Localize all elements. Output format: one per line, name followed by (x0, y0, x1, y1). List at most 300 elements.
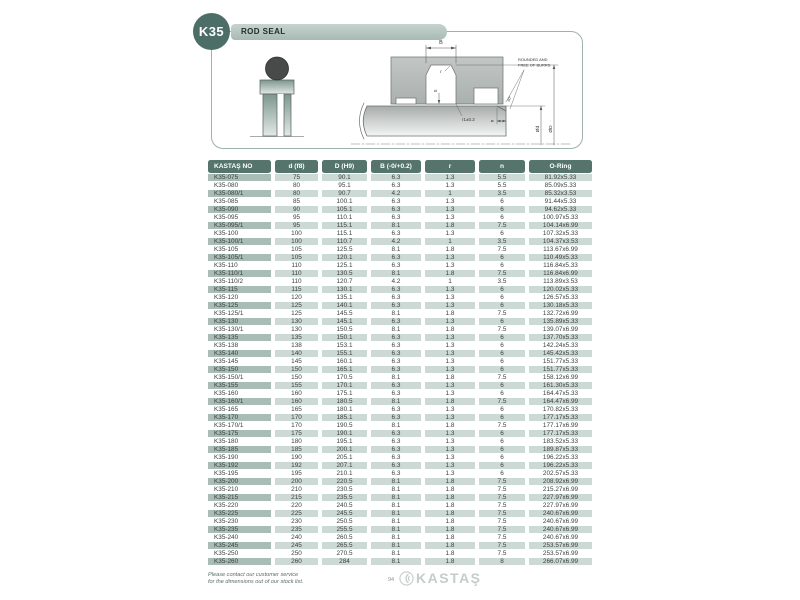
table-row (208, 398, 592, 406)
table-cell: 115 (275, 286, 318, 294)
table-cell: 266.07x6.99 (529, 558, 592, 566)
table-cell: 196.22x5.33 (529, 454, 592, 462)
r-radius-label: r (440, 69, 442, 74)
table-row (208, 310, 592, 318)
table-cell: 6.3 (371, 454, 421, 462)
header-cell: d (f8) (275, 160, 318, 173)
table-row (208, 558, 592, 566)
table-cell: 120.1 (322, 254, 367, 262)
table-cell: 185 (275, 446, 318, 454)
seal-flange (260, 80, 294, 94)
technical-drawing (212, 32, 582, 148)
table-cell: 1.8 (425, 542, 475, 550)
table-cell: K35-225 (208, 510, 271, 518)
table-cell: 8.1 (371, 310, 421, 318)
table-cell: 8.1 (371, 550, 421, 558)
table-cell: 6.3 (371, 206, 421, 214)
table-cell: 3.5 (479, 190, 525, 198)
table-cell: 8.1 (371, 374, 421, 382)
table-cell: 180 (275, 438, 318, 446)
table-cell: 210.1 (322, 470, 367, 478)
table-cell: 130.18x5.33 (529, 302, 592, 310)
table-cell: 245 (275, 542, 318, 550)
table-cell: 6 (479, 342, 525, 350)
table-cell: 1.8 (425, 502, 475, 510)
table-cell: 1.8 (425, 326, 475, 334)
table-cell: 7.5 (479, 398, 525, 406)
table-cell: 1.3 (425, 302, 475, 310)
table-cell: 7.5 (479, 486, 525, 494)
table-cell: 6.3 (371, 286, 421, 294)
table-cell: 6 (479, 286, 525, 294)
table-row (208, 550, 592, 558)
r1-radius-label: r1±0.2 (462, 117, 475, 122)
table-cell: K35-220 (208, 502, 271, 510)
rod-diameter-label: Ød (536, 125, 541, 133)
table-cell: 1 (425, 190, 475, 198)
table-cell: 6.3 (371, 350, 421, 358)
header-cell: D (H9) (322, 160, 367, 173)
table-cell: 1.8 (425, 270, 475, 278)
table-cell: K35-185 (208, 446, 271, 454)
table-cell: 6 (479, 206, 525, 214)
table-cell: 1.8 (425, 518, 475, 526)
table-cell: 110 (275, 270, 318, 278)
kastas-logo-icon (399, 571, 414, 586)
table-cell: 138 (275, 342, 318, 350)
table-row (208, 390, 592, 398)
table-cell: 1.8 (425, 558, 475, 566)
table-cell: 175.1 (322, 390, 367, 398)
table-row (208, 222, 592, 230)
table-row (208, 542, 592, 550)
table-row (208, 318, 592, 326)
table-cell: 110 (275, 278, 318, 286)
table-row (208, 342, 592, 350)
table-cell: 81.92x5.33 (529, 174, 592, 182)
table-cell: K35-115 (208, 286, 271, 294)
table-cell: 85 (275, 198, 318, 206)
table-cell: 6 (479, 390, 525, 398)
table-cell: 1.3 (425, 470, 475, 478)
table-cell: 250.5 (322, 518, 367, 526)
table-row (208, 406, 592, 414)
table-cell: 6 (479, 462, 525, 470)
table-cell: 260 (275, 558, 318, 566)
table-cell: K35-075 (208, 174, 271, 182)
table-cell: 8.1 (371, 270, 421, 278)
table-cell: 7.5 (479, 502, 525, 510)
header-cell: n (479, 160, 525, 173)
table-cell: 227.97x6.99 (529, 494, 592, 502)
table-cell: 7.5 (479, 310, 525, 318)
burrs-note-line2: FREE OF BURRS (518, 62, 551, 68)
table-cell: K35-200 (208, 478, 271, 486)
table-cell: 253.57x6.99 (529, 542, 592, 550)
table-cell: 150.5 (322, 326, 367, 334)
table-cell: 6.3 (371, 382, 421, 390)
header-cell: KASTAŞ NO (208, 160, 271, 173)
table-cell: 8 (479, 558, 525, 566)
table-cell: 1 (425, 238, 475, 246)
table-cell: 195.1 (322, 438, 367, 446)
table-cell: 6.3 (371, 174, 421, 182)
table-cell: 8.1 (371, 494, 421, 502)
table-cell: K35-145 (208, 358, 271, 366)
table-cell: 125.1 (322, 262, 367, 270)
table-cell: 8.1 (371, 558, 421, 566)
table-row (208, 518, 592, 526)
table-cell: 135.89x5.33 (529, 318, 592, 326)
table-cell: 1.3 (425, 366, 475, 374)
table-cell: 94.62x5.33 (529, 206, 592, 214)
table-row (208, 526, 592, 534)
table-cell: 160.1 (322, 358, 367, 366)
table-cell: K35-150 (208, 366, 271, 374)
table-cell: K35-095 (208, 214, 271, 222)
table-cell: 6 (479, 430, 525, 438)
table-cell: K35-105/1 (208, 254, 271, 262)
table-cell: 220 (275, 502, 318, 510)
table-row (208, 502, 592, 510)
table-cell: 8.1 (371, 398, 421, 406)
table-cell: 7.5 (479, 246, 525, 254)
table-cell: 6 (479, 470, 525, 478)
table-cell: 110 (275, 262, 318, 270)
table-cell: 150 (275, 374, 318, 382)
table-cell: 190.5 (322, 422, 367, 430)
table-cell: 6 (479, 406, 525, 414)
table-cell: K35-260 (208, 558, 271, 566)
table-cell: 3.5 (479, 238, 525, 246)
table-cell: 6.3 (371, 182, 421, 190)
table-cell: 90 (275, 206, 318, 214)
table-cell: 1.3 (425, 390, 475, 398)
installation-drawing (351, 40, 570, 145)
table-cell: 240.67x6.99 (529, 510, 592, 518)
table-cell: 80 (275, 190, 318, 198)
table-cell: 95 (275, 222, 318, 230)
table-cell: 190 (275, 454, 318, 462)
table-cell: 7.5 (479, 534, 525, 542)
table-cell: 85.32x3.53 (529, 190, 592, 198)
footer-note-line2: for the dimensions out of our stock list. (208, 579, 304, 585)
table-cell: 137.70x5.33 (529, 334, 592, 342)
table-row (208, 278, 592, 286)
table-cell: 1.3 (425, 262, 475, 270)
table-cell: 100.97x5.33 (529, 214, 592, 222)
table-cell: 107.32x5.33 (529, 230, 592, 238)
table-cell: 6 (479, 318, 525, 326)
table-row (208, 478, 592, 486)
table-cell: 1.8 (425, 398, 475, 406)
table-cell: 6.3 (371, 302, 421, 310)
table-cell: 125.5 (322, 246, 367, 254)
table-cell: 85.09x5.33 (529, 182, 592, 190)
table-cell: 100.1 (322, 198, 367, 206)
table-cell: 6 (479, 366, 525, 374)
table-cell: K35-150/1 (208, 374, 271, 382)
table-cell: 1.3 (425, 454, 475, 462)
table-cell: 145.5 (322, 310, 367, 318)
table-cell: 120 (275, 294, 318, 302)
table-cell: K35-175 (208, 430, 271, 438)
table-cell: 170 (275, 414, 318, 422)
secondary-groove-left (396, 98, 416, 104)
table-cell: 8.1 (371, 542, 421, 550)
table-cell: 180.5 (322, 398, 367, 406)
table-cell: 95.1 (322, 182, 367, 190)
product-code-badge: K35 (193, 13, 230, 50)
table-cell: 177.17x6.99 (529, 422, 592, 430)
table-cell: 151.77x5.33 (529, 366, 592, 374)
table-header (208, 160, 592, 174)
rod (363, 106, 506, 136)
table-cell: 1.8 (425, 510, 475, 518)
table-cell: 6 (479, 438, 525, 446)
table-cell: 4.2 (371, 190, 421, 198)
table-cell: 177.17x5.33 (529, 414, 592, 422)
table-cell: 185.1 (322, 414, 367, 422)
table-cell: K35-100 (208, 230, 271, 238)
table-cell: 196.22x5.33 (529, 462, 592, 470)
table-cell: 155 (275, 382, 318, 390)
table-cell: 200.1 (322, 446, 367, 454)
table-row (208, 470, 592, 478)
table-cell: 6 (479, 198, 525, 206)
table-cell: 1.8 (425, 534, 475, 542)
table-cell: 8.1 (371, 518, 421, 526)
table-row (208, 494, 592, 502)
table-cell: 180.1 (322, 406, 367, 414)
table-cell: 1.3 (425, 214, 475, 222)
table-cell: K35-085 (208, 198, 271, 206)
table-cell: 130 (275, 326, 318, 334)
table-cell: 115.1 (322, 222, 367, 230)
table-cell: 100 (275, 238, 318, 246)
table-row (208, 206, 592, 214)
table-cell: 6.3 (371, 390, 421, 398)
table-cell: 6 (479, 230, 525, 238)
table-cell: 105 (275, 254, 318, 262)
table-cell: 6.3 (371, 254, 421, 262)
table-cell: 6.3 (371, 318, 421, 326)
table-cell: 1.3 (425, 462, 475, 470)
table-cell: 140.1 (322, 302, 367, 310)
oring-cross-section (266, 57, 289, 80)
page-title: ROD SEAL (231, 24, 447, 40)
table-cell: 284 (322, 558, 367, 566)
table-cell: 215.27x6.99 (529, 486, 592, 494)
table-row (208, 326, 592, 334)
table-cell: K35-245 (208, 542, 271, 550)
table-cell: K35-230 (208, 518, 271, 526)
table-cell: 6 (479, 254, 525, 262)
table-cell: 8.1 (371, 486, 421, 494)
table-cell: 260.5 (322, 534, 367, 542)
table-cell: 210 (275, 486, 318, 494)
table-cell: 8.1 (371, 478, 421, 486)
table-cell: K35-190 (208, 454, 271, 462)
table-cell: 105.1 (322, 206, 367, 214)
table-cell: 6 (479, 214, 525, 222)
table-cell: 1.3 (425, 350, 475, 358)
seal-notch (277, 94, 284, 98)
table-cell: K35-130 (208, 318, 271, 326)
table-row (208, 230, 592, 238)
table-cell: 135.1 (322, 294, 367, 302)
table-cell: 1.3 (425, 230, 475, 238)
table-cell: 220.5 (322, 478, 367, 486)
table-cell: 110.1 (322, 214, 367, 222)
table-cell: 6.3 (371, 198, 421, 206)
table-cell: 6.3 (371, 470, 421, 478)
table-cell: 1.3 (425, 382, 475, 390)
table-cell: 230 (275, 518, 318, 526)
bore-diameter-label: ØD (549, 125, 554, 133)
table-cell: K35-138 (208, 342, 271, 350)
table-cell: 6.3 (371, 294, 421, 302)
table-row (208, 198, 592, 206)
header-cell: O-Ring (529, 160, 592, 173)
table-row (208, 174, 592, 182)
table-row (208, 294, 592, 302)
table-cell: 1.8 (425, 478, 475, 486)
table-cell: 1.3 (425, 342, 475, 350)
table-row (208, 454, 592, 462)
table-cell: 158.12x6.99 (529, 374, 592, 382)
table-row (208, 486, 592, 494)
table-cell: 164.47x5.33 (529, 390, 592, 398)
table-cell: 151.77x5.33 (529, 358, 592, 366)
table-cell: 160 (275, 390, 318, 398)
table-cell: 190.1 (322, 430, 367, 438)
table-cell: 6 (479, 262, 525, 270)
table-cell: 170 (275, 422, 318, 430)
table-cell: 170.5 (322, 374, 367, 382)
table-cell: 116.84x5.33 (529, 262, 592, 270)
table-cell: 140 (275, 350, 318, 358)
table-cell: 115.1 (322, 230, 367, 238)
table-row (208, 246, 592, 254)
table-cell: 5.5 (479, 182, 525, 190)
table-cell: 6.3 (371, 342, 421, 350)
table-cell: 6 (479, 446, 525, 454)
table-cell: 165.1 (322, 366, 367, 374)
table-row (208, 438, 592, 446)
table-cell: 1.8 (425, 526, 475, 534)
table-cell: 250 (275, 550, 318, 558)
table-cell: 1.3 (425, 446, 475, 454)
table-row (208, 414, 592, 422)
table-cell: K35-090 (208, 206, 271, 214)
table-cell: K35-140 (208, 350, 271, 358)
table-cell: K35-160 (208, 390, 271, 398)
table-cell: K35-080 (208, 182, 271, 190)
seal-right-lip (284, 94, 291, 136)
table-cell: 202.57x5.33 (529, 470, 592, 478)
table-cell: 255.5 (322, 526, 367, 534)
table-cell: 6 (479, 294, 525, 302)
table-cell: 1.3 (425, 206, 475, 214)
table-cell: 6.3 (371, 446, 421, 454)
table-cell: 1.3 (425, 174, 475, 182)
table-cell: K35-110/2 (208, 278, 271, 286)
table-cell: K35-195 (208, 470, 271, 478)
table-body (208, 174, 592, 566)
table-cell: 1.3 (425, 254, 475, 262)
brand-logo (399, 570, 482, 586)
table-row (208, 446, 592, 454)
page-number: 94 (388, 577, 395, 583)
table-cell: 1.3 (425, 182, 475, 190)
table-cell: 8.1 (371, 510, 421, 518)
seal-left-lip (263, 94, 277, 136)
table-cell: K35-170/1 (208, 422, 271, 430)
table-cell: 139.07x6.99 (529, 326, 592, 334)
table-cell: 1 (425, 278, 475, 286)
table-cell: 240.67x6.99 (529, 534, 592, 542)
header-cell: B (-0/+0.2) (371, 160, 421, 173)
table-row (208, 382, 592, 390)
table-cell: 6.3 (371, 366, 421, 374)
table-cell: 7.5 (479, 510, 525, 518)
table-cell: K35-165 (208, 406, 271, 414)
table-cell: 116.84x6.99 (529, 270, 592, 278)
table-cell: 170.82x5.33 (529, 406, 592, 414)
table-row (208, 270, 592, 278)
table-cell: K35-135 (208, 334, 271, 342)
n-dim-label: n (489, 119, 495, 123)
table-cell: 1.8 (425, 486, 475, 494)
table-cell: 1.3 (425, 438, 475, 446)
table-cell: 6.3 (371, 462, 421, 470)
seal-cross-section (250, 57, 304, 137)
header-cell: r (425, 160, 475, 173)
table-cell: 8.1 (371, 422, 421, 430)
table-cell: 120.7 (322, 278, 367, 286)
table-cell: 253.57x6.99 (529, 550, 592, 558)
table-cell: 1.3 (425, 286, 475, 294)
table-cell: 230.5 (322, 486, 367, 494)
table-cell: 110.7 (322, 238, 367, 246)
table-cell: K35-095/1 (208, 222, 271, 230)
table-cell: K35-120 (208, 294, 271, 302)
table-cell: 91.44x5.33 (529, 198, 592, 206)
table-cell: K35-155 (208, 382, 271, 390)
table-cell: 175 (275, 430, 318, 438)
table-cell: 7.5 (479, 494, 525, 502)
table-cell: 153.1 (322, 342, 367, 350)
table-cell: 245.5 (322, 510, 367, 518)
table-cell: 132.72x6.99 (529, 310, 592, 318)
table-row (208, 254, 592, 262)
table-cell: 6.3 (371, 334, 421, 342)
table-cell: 104.14x6.99 (529, 222, 592, 230)
secondary-groove-right (474, 88, 498, 104)
table-cell: 8.1 (371, 526, 421, 534)
chamfer-angle-label: 20° (505, 94, 513, 103)
table-row (208, 286, 592, 294)
table-row (208, 214, 592, 222)
table-row (208, 190, 592, 198)
table-cell: 1.3 (425, 334, 475, 342)
table-cell: 4.2 (371, 238, 421, 246)
table-cell: 1.8 (425, 222, 475, 230)
table-row (208, 462, 592, 470)
table-cell: 240.5 (322, 502, 367, 510)
table-cell: 80 (275, 182, 318, 190)
